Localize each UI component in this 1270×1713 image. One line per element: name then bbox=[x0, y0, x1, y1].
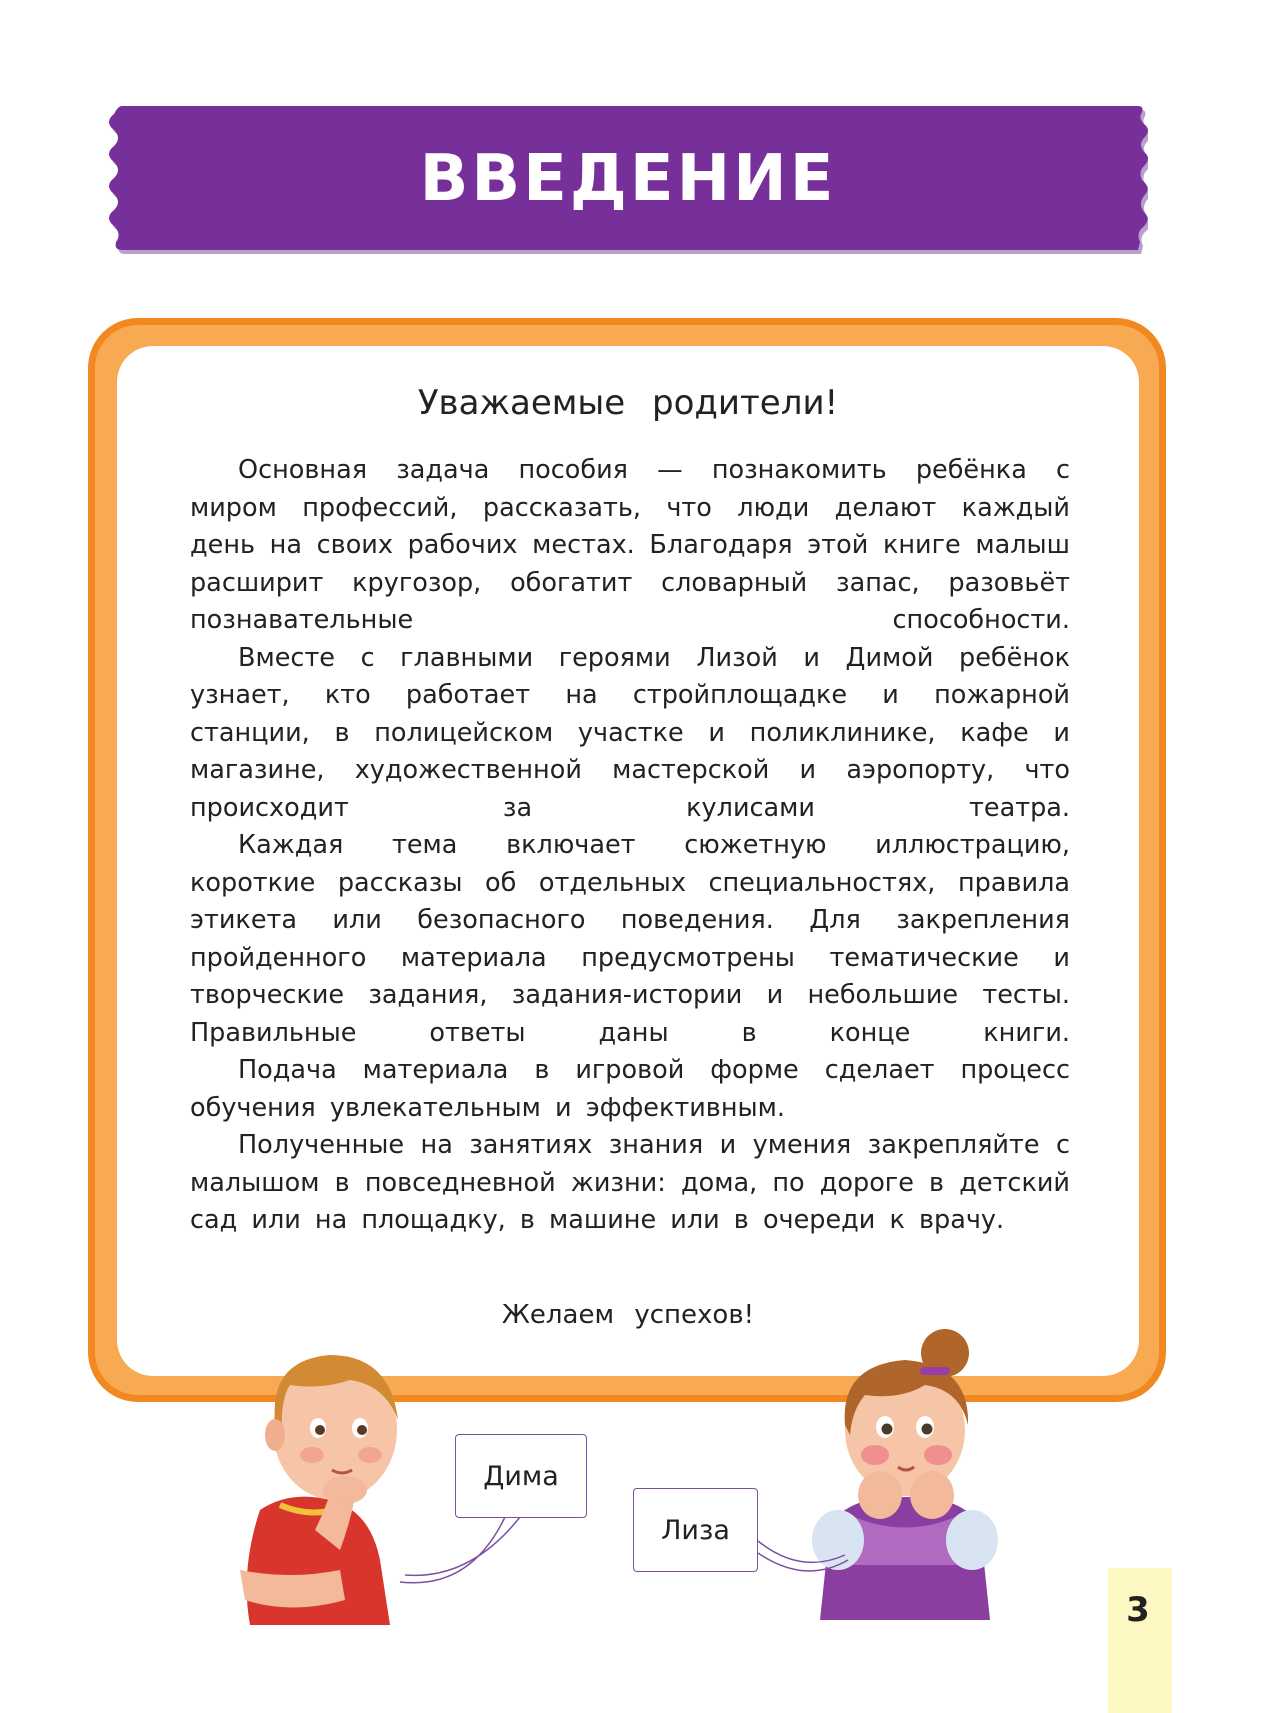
closing-wish: Желаем успехов! bbox=[501, 1300, 755, 1330]
boy-illustration bbox=[220, 1340, 430, 1630]
intro-text bbox=[190, 452, 1070, 1240]
girl-name: Лиза bbox=[661, 1514, 730, 1546]
paragraph-1: Основная задача пособия — познакомить ребёнка с миром профессий, рассказать, что люди делают каждый день на своих рабочих местах. Благодаря этой книге малыш расширит кругозор, обогатит словарный запас, разовьёт познавательные способности. bbox=[190, 455, 1070, 635]
boy-name-label bbox=[455, 1434, 587, 1518]
paragraph-3: Каждая тема включает сюжетную иллюстрацию, короткие рассказы об отдельных специальностях, правила этикета или безопасного поведения. Для закрепления пройденного материала предусмотрены тематические и творческие задания, задания-истории и небольшие тесты. Правильные ответы даны в конце книги. bbox=[190, 830, 1070, 1048]
title-banner bbox=[108, 100, 1148, 258]
paragraph-4: Подача материала в игровой форме сделает процесс обучения увлекательным и эффективным. bbox=[190, 1055, 1070, 1123]
page-title: ВВЕДЕНИЕ bbox=[419, 142, 837, 216]
boy-name: Дима bbox=[483, 1460, 559, 1492]
greeting-heading: Уважаемые родители! bbox=[417, 383, 839, 423]
page-number: 3 bbox=[1126, 1590, 1150, 1630]
paragraph-5: Полученные на занятиях знания и умения закрепляйте с малышом в повседневной жизни: дома, по дороге в детский сад или на площадку, в машине или в очереди к врачу. bbox=[190, 1130, 1070, 1235]
girl-illustration bbox=[810, 1325, 1000, 1625]
paragraph-2: Вместе с главными героями Лизой и Димой ребёнок узнает, кто работает на стройплощадке и пожарной станции, в полицейском участке и поликлинике, кафе и магазине, художественной мастерской и аэропорту, что происходит за кулисами театра. bbox=[190, 642, 1070, 823]
girl-name-label bbox=[633, 1488, 758, 1572]
